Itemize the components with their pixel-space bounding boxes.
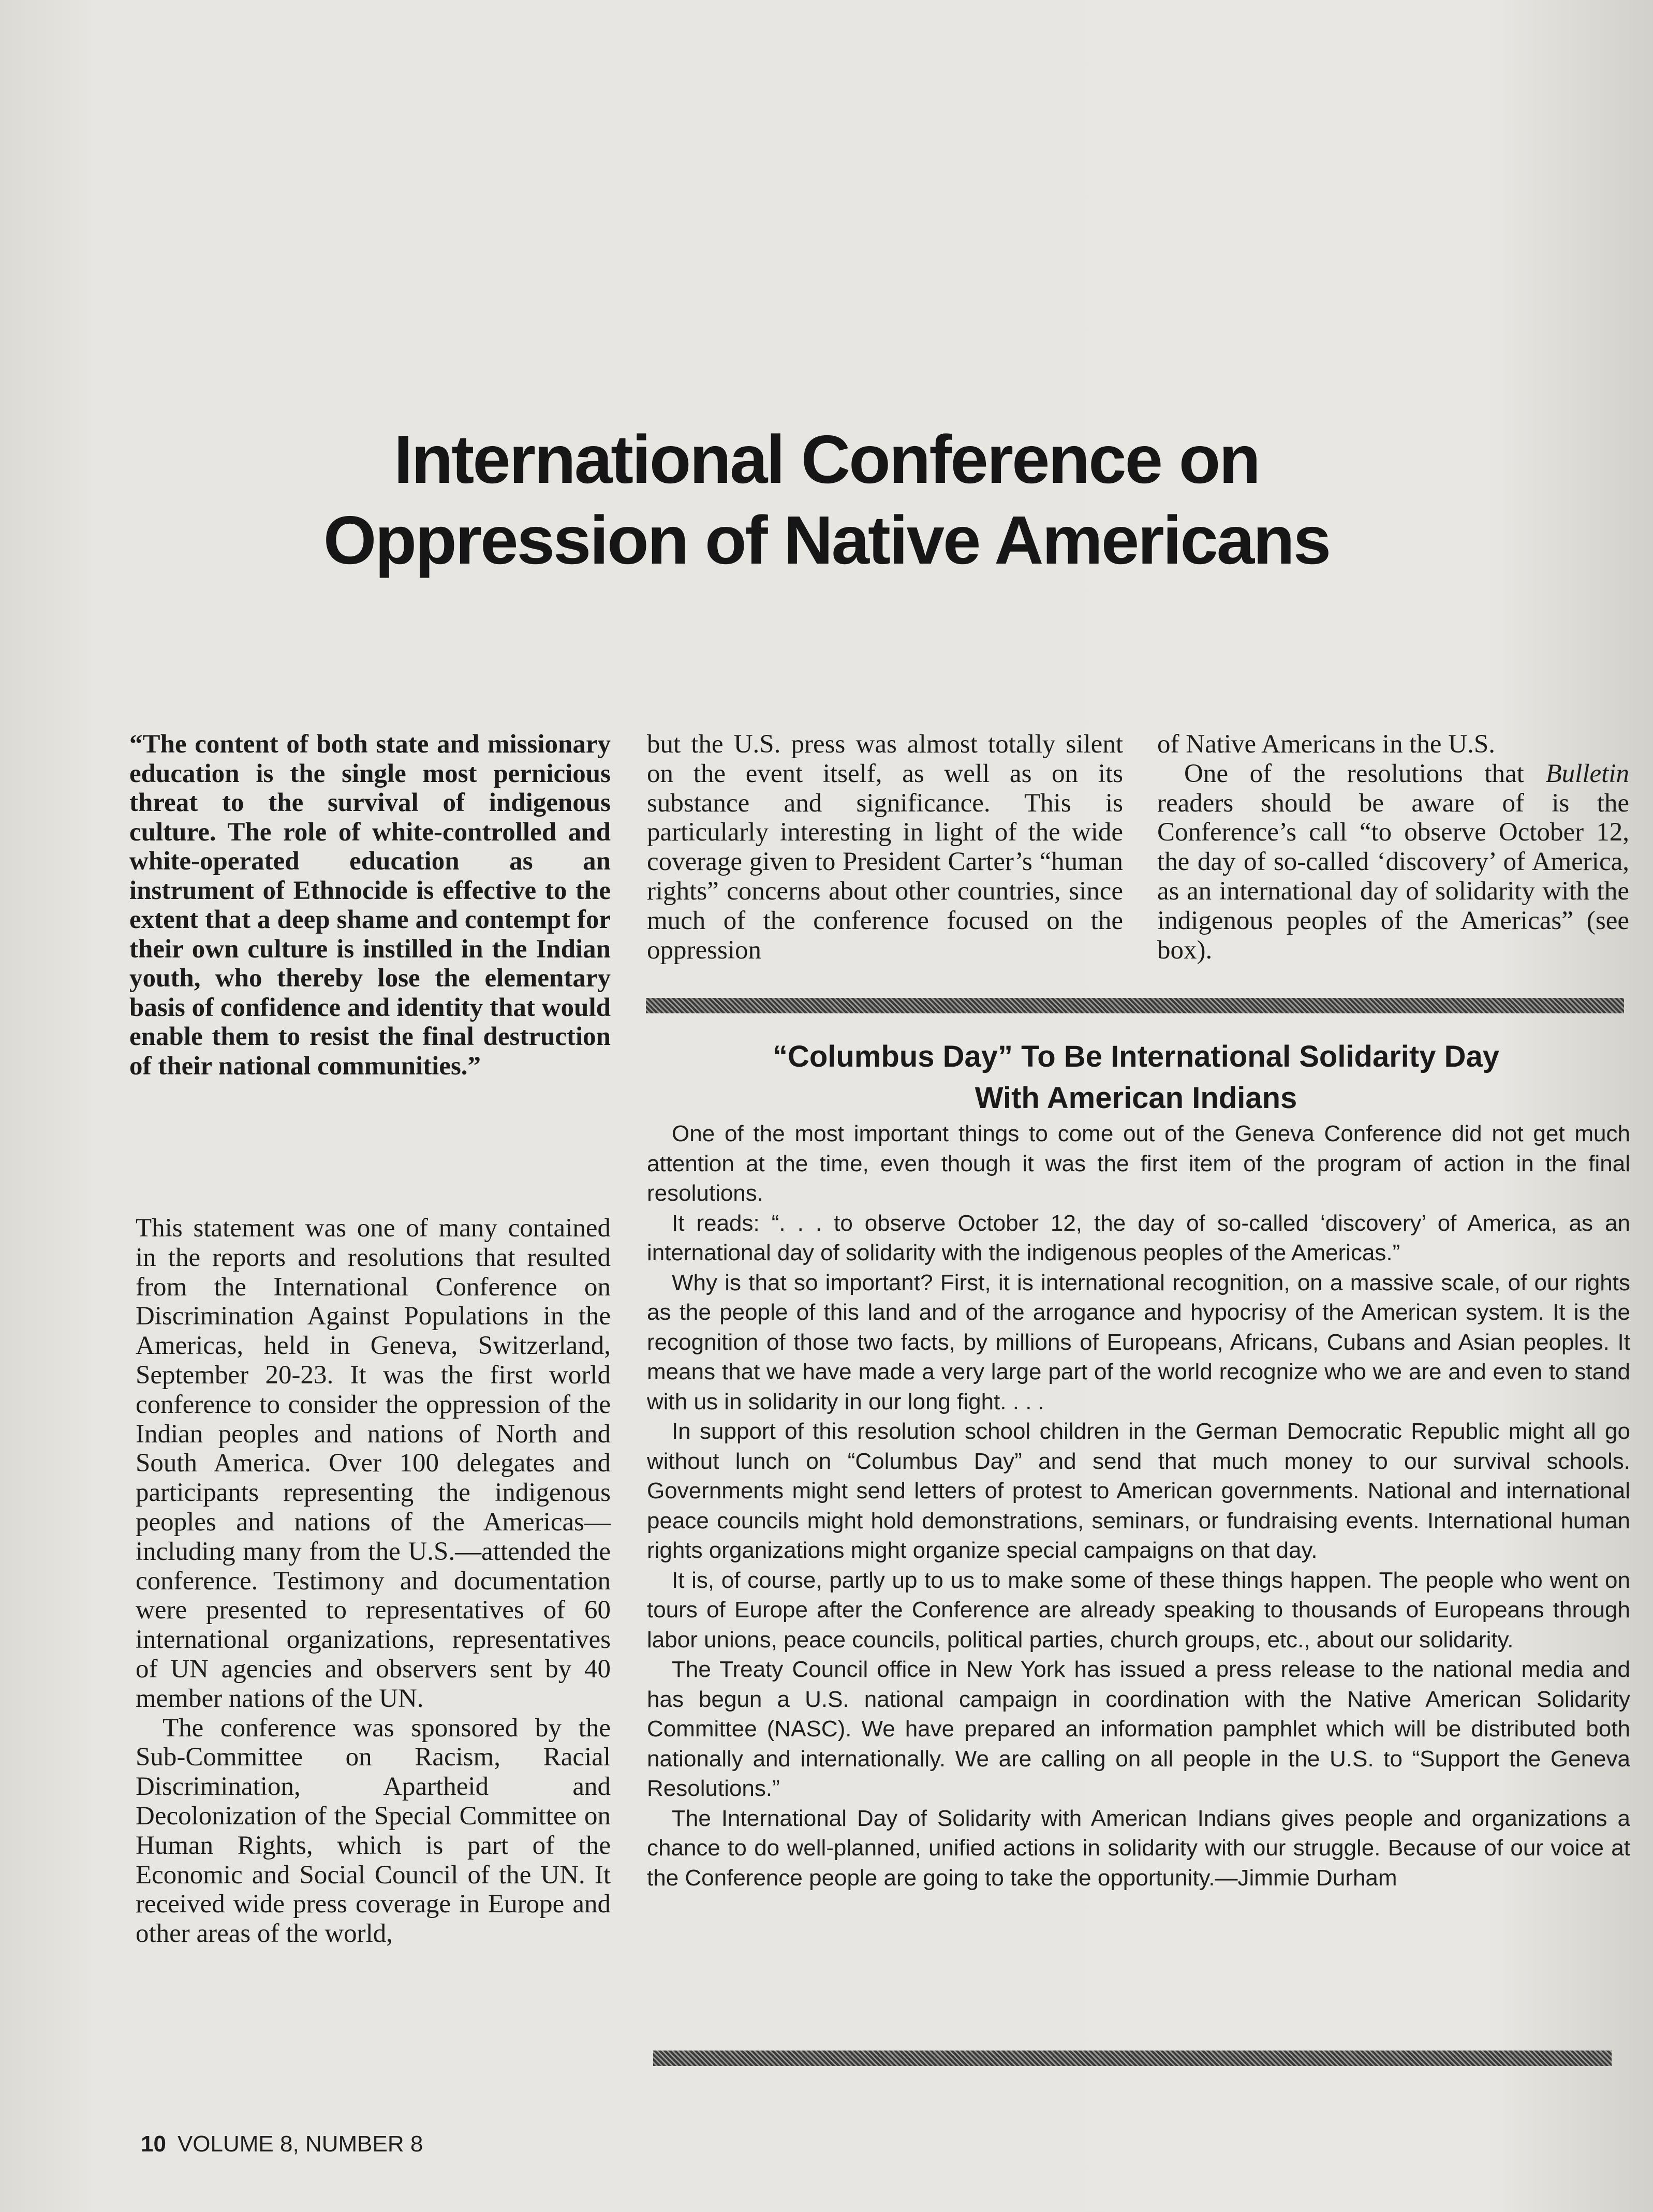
pull-quote-text: “The content of both state and missionary education is the single most pernicious threat to the survival of indigenous culture. The role of white-controlled and white-operated education as an instrument of Ethnocide is effective to the extent that a deep shame and contempt for their own culture is instilled in the Indian youth, who thereby lose the elementary basis of confidence and identity that would enable them to resist the final destruction of their national communities.”	[129, 730, 611, 1081]
box-paragraph: It reads: “. . . to observe October 12, the day of so-called ‘discovery’ of America, as an international day of solidarity with the indigenous peoples of the Americas.”	[647, 1210, 1630, 1265]
box-paragraph: The Treaty Council office in New York has issued a press release to the national media and has begun a U.S. national campaign in coordination with the Native American Solidarity Committee (NASC). We have prepared an information pamphlet which will be distributed both nationally and internationally. We are calling on all people in the U.S. to “Support the Geneva Resolutions.”	[647, 1657, 1630, 1801]
pull-quote	[129, 730, 611, 1081]
article-paragraph: but the U.S. press was almost totally silent on the event itself, as well as on its substance and significance. This is particularly interesting in light of the wide coverage given to President Carter’s “human rights” concerns about other countries, since much of the conference focused on the oppression	[647, 730, 1123, 965]
article-paragraph: of Native Americans in the U.S.	[1157, 730, 1495, 759]
box-paragraph: The International Day of Solidarity with American Indians gives people and organizations a chance to do well-planned, unified actions in solidarity with our struggle. Because of our voice at the Conference people are going to take the opportunity.—Jimmie Durham	[647, 1805, 1630, 1891]
article-column-2	[647, 730, 1123, 965]
publication-name: Bulletin	[1545, 759, 1629, 788]
article-paragraph	[1157, 759, 1629, 965]
box-paragraph: Why is that so important? First, it is international recognition, on a massive scale, of our rights as the people of this land and of the arrogance and hypocrisy of the American system. It is the recognition of those two facts, by millions of Europeans, Africans, Cubans and Asian peoples. It means that we have made a very large part of the world recognize who we are and even to stand with us in solidarity in our long fight. . . .	[647, 1270, 1630, 1414]
title-line-1: International Conference on	[394, 421, 1259, 497]
article-column-1	[136, 1214, 611, 1949]
box-title-line-1: “Columbus Day” To Be International Solidarity Day	[772, 1040, 1500, 1073]
article-column-3	[1157, 730, 1629, 965]
box-top-rule	[646, 998, 1624, 1013]
article-paragraph: The conference was sponsored by the Sub-Committee on Racism, Racial Discrimination, Apartheid and Decolonization of the Special Committee on Human Rights, which is part of the Economic and Social Council of the UN. It received wide press coverage in Europe and other areas of the world,	[136, 1713, 611, 1949]
text-run: One of the resolutions that	[1184, 759, 1546, 788]
text-run: readers should be aware of is the Conference’s call “to observe October 12, the day of so-called ‘discovery’ of America, as an international day of solidarity with the indigenous peoples of the Americas” (see box).	[1157, 788, 1629, 965]
box-body	[647, 1119, 1630, 1893]
title-line-2: Oppression of Native Americans	[323, 502, 1330, 578]
box-paragraph: It is, of course, partly up to us to make some of these things happen. The people who went on tours of Europe after the Conference are already speaking to thousands of Europeans through labor unions, peace councils, political parties, church groups, etc., about our solidarity.	[647, 1567, 1630, 1653]
box-title-line-2: With American Indians	[975, 1081, 1297, 1115]
box-paragraph: In support of this resolution school children in the German Democratic Republic might all go without lunch on “Columbus Day” and send that much money to our survival schools. Governments might send letters of protest to American governments. National and international peace councils might hold demonstrations, seminars, or fundraising events. International human rights organizations might organize special campaigns on that day.	[647, 1419, 1630, 1563]
volume-label: VOLUME 8, NUMBER 8	[177, 2131, 423, 2157]
article-title	[0, 419, 1653, 581]
page-number: 10	[141, 2131, 166, 2157]
page-footer	[141, 2131, 423, 2157]
box-bottom-rule	[653, 2051, 1612, 2066]
article-paragraph: This statement was one of many contained in the reports and resolutions that resulted from the International Conference on Discrimination Against Populations in the Americas, held in Geneva, Switzerland, September 20-23. It was the first world conference to consider the oppression of the Indian peoples and nations of North and South America. Over 100 delegates and participants representing the indigenous peoples and nations of the Americas—including many from the U.S.—attended the conference. Testimony and documentation were presented to representatives of 60 international organizations, representatives of UN agencies and observers sent by 40 member nations of the UN.	[136, 1214, 611, 1713]
box-title	[647, 1036, 1625, 1119]
box-paragraph: One of the most important things to come out of the Geneva Conference did not get much attention at the time, even though it was the first item of the program of action in the final resolutions.	[647, 1121, 1630, 1206]
